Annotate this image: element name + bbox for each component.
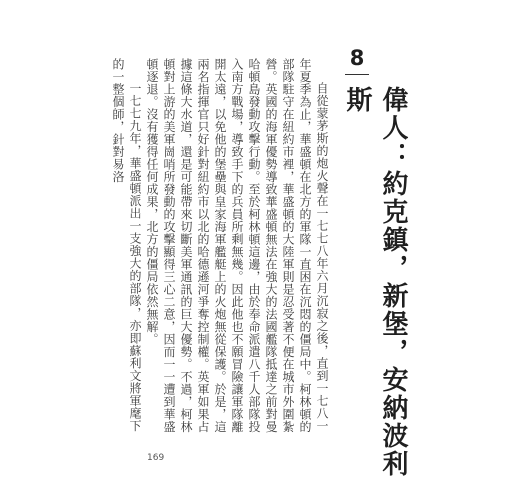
paragraph: 一七七九年，華盛頓派出一支強大的部隊，亦即蘇利文將軍麾下的一整個師，針對易洛: [111, 58, 142, 432]
chapter-number: 8: [349, 46, 365, 70]
page-number: 169: [147, 453, 165, 463]
chapter-title: 偉人：約克鎮，新堡，安納波利斯: [342, 86, 408, 478]
paragraph: 自從蒙茅斯的炮火聲在一七七八年六月沉寂之後，直到一七八一年夏季為止，華盛頓在北方的軍隊一直困在沉悶的僵局中。柯林頓的部隊駐守在紐約市裡，華盛頓的大陸軍則是忍受著不便在城市外圍紮營。英國的海軍優勢導致華盛頓無法在強大的法國艦隊抵達之前對曼哈頓島發動攻擊行動。至於柯林頓這邊，由於奉命派遣八千人部隊投入南方戰場，導致手下的兵員所剩無幾。因此他也不願冒險讓軍隊離開太遠，以免他的堡壘與皇家海軍艦艇上的火炮無從保護。於是，這兩名指揮官只好針對紐約市以北的哈德遜河爭奪控制權。英軍如果占據這條大水道，還是可能帶來切斷美軍通訊的巨大優勢。不過，柯林頓對上游的美軍崗哨所發動的攻擊顯得三心二意，因而一一遭到華盛頓逐退。沒有獲得任何成果，北方的僵局依然無解。: [145, 58, 329, 433]
body-text: [109, 58, 330, 442]
chapter-divider: [345, 74, 369, 75]
